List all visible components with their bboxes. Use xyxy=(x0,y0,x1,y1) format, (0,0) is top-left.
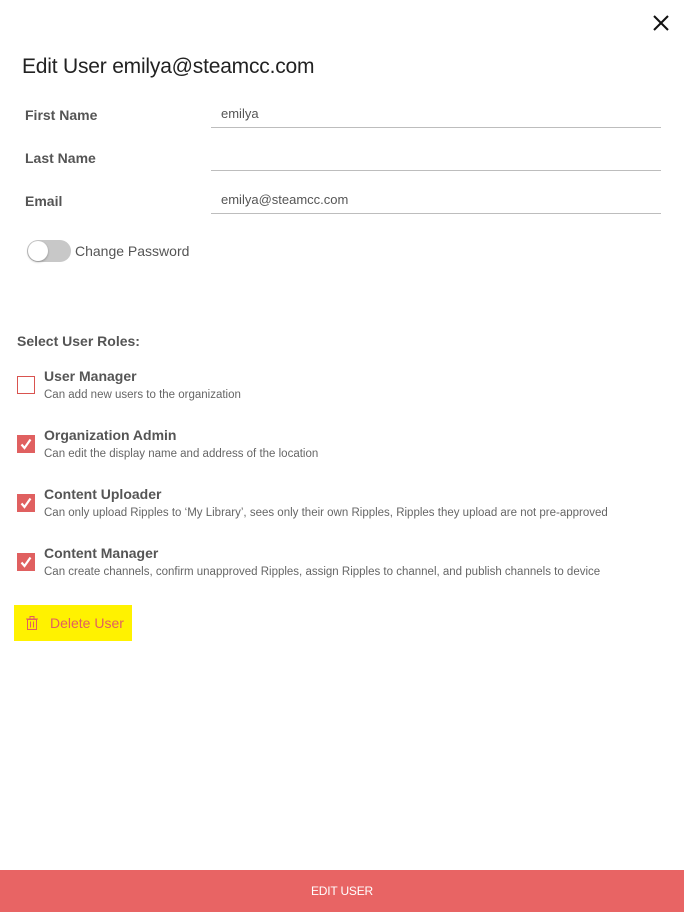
role-name: Content Uploader xyxy=(44,486,162,502)
role-name: User Manager xyxy=(44,368,137,384)
trash-icon xyxy=(26,616,38,630)
check-icon xyxy=(19,496,33,510)
edit-user-label: EDIT USER xyxy=(311,884,373,898)
toggle-knob xyxy=(28,241,48,261)
first-name-field[interactable] xyxy=(211,100,661,128)
roles-heading: Select User Roles: xyxy=(17,333,140,349)
email-label: Email xyxy=(25,193,63,209)
role-description: Can add new users to the organization xyxy=(44,389,241,401)
first-name-label: First Name xyxy=(25,107,98,123)
role-user-manager xyxy=(17,368,657,412)
role-description: Can edit the display name and address of the location xyxy=(44,448,319,460)
check-icon xyxy=(19,555,33,569)
role-content-manager xyxy=(17,545,657,589)
last-name-field[interactable] xyxy=(211,143,661,171)
email-field[interactable] xyxy=(211,186,661,214)
dialog-title: Edit User emilya@steamcc.com xyxy=(22,55,315,78)
role-name: Content Manager xyxy=(44,545,159,561)
role-description: Can create channels, confirm unapproved Ripples, assign Ripples to channel, and publish channels to device xyxy=(44,566,601,578)
role-name: Organization Admin xyxy=(44,427,177,443)
content-uploader-checkbox[interactable] xyxy=(17,494,35,512)
delete-user-label: Delete User xyxy=(50,615,124,631)
role-description: Can only upload Ripples to ‘My Library’, sees only their own Ripples, Ripples they upload are not pre-approved xyxy=(44,507,608,519)
delete-user-button[interactable] xyxy=(14,605,132,641)
change-password-label: Change Password xyxy=(75,243,190,259)
role-content-uploader xyxy=(17,486,657,530)
role-organization-admin xyxy=(17,427,657,471)
organization-admin-checkbox[interactable] xyxy=(17,435,35,453)
last-name-label: Last Name xyxy=(25,150,96,166)
user-manager-checkbox[interactable] xyxy=(17,376,35,394)
content-manager-checkbox[interactable] xyxy=(17,553,35,571)
change-password-toggle[interactable] xyxy=(27,240,71,262)
check-icon xyxy=(19,437,33,451)
change-password-toggle-row xyxy=(27,240,189,262)
edit-user-button[interactable] xyxy=(0,870,684,912)
close-icon[interactable] xyxy=(648,10,674,36)
